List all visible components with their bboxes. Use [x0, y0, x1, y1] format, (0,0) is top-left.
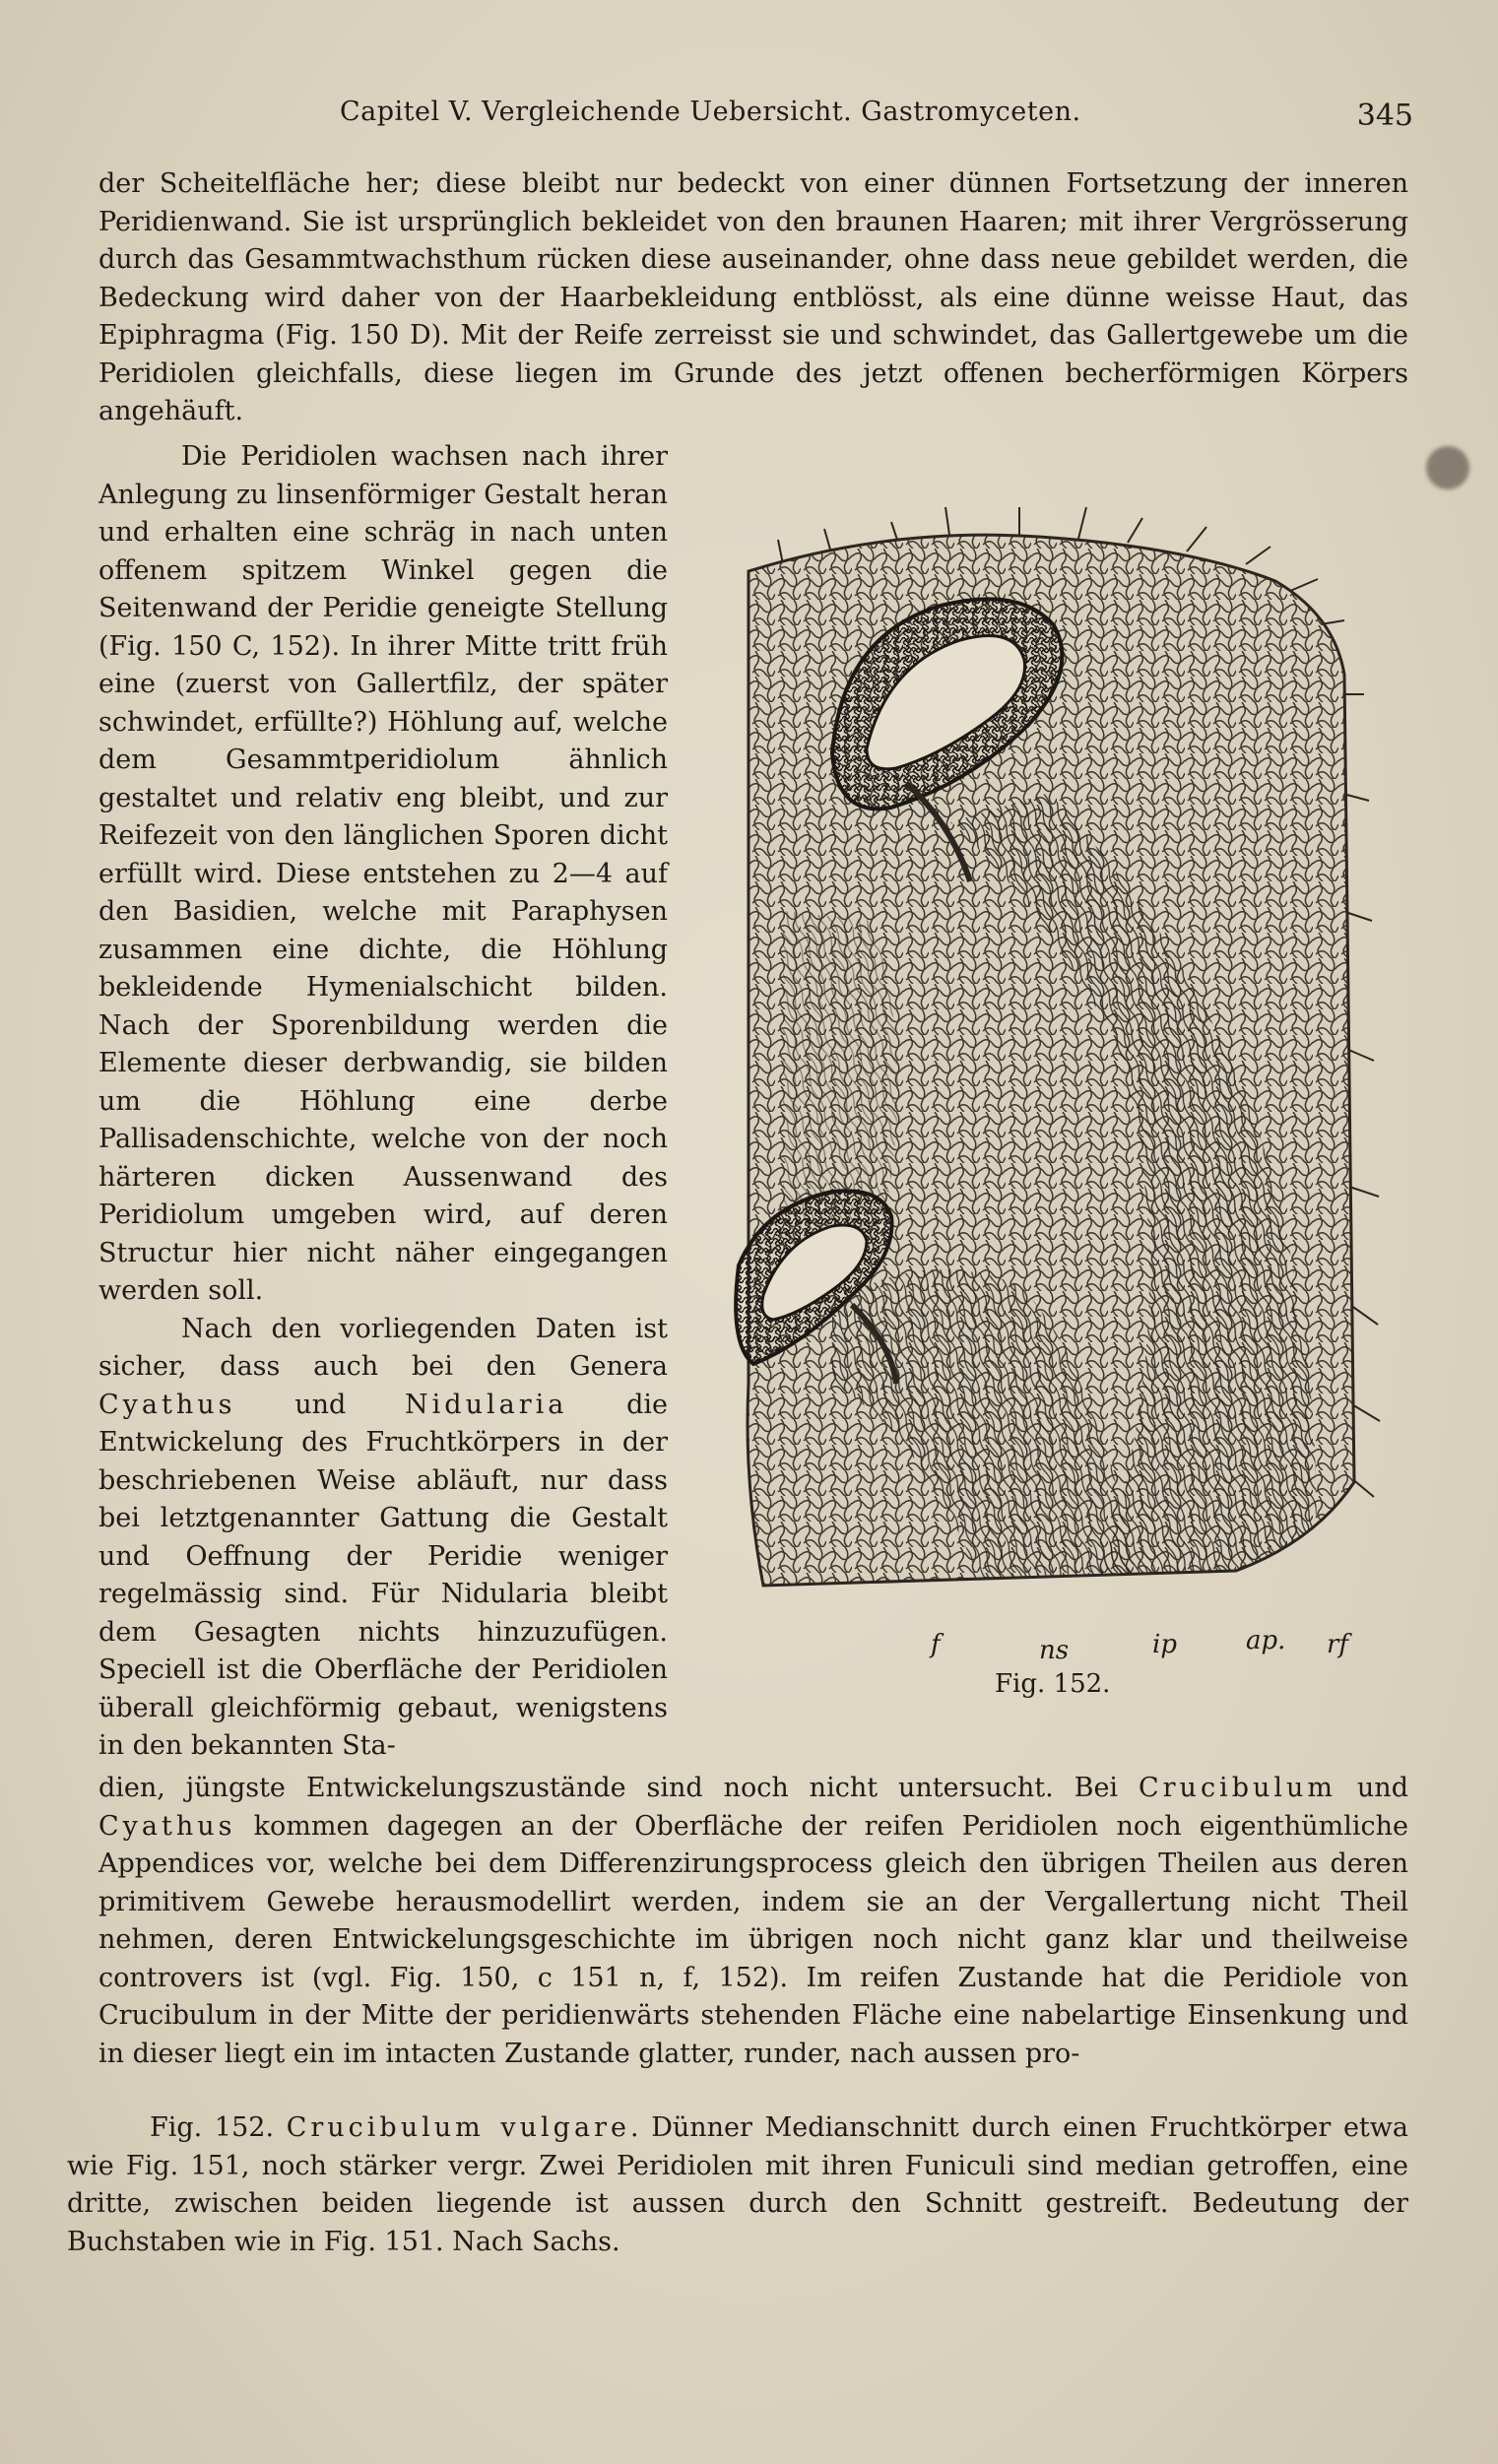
page-number: 345 [1356, 98, 1413, 133]
figure-letter-ip: ip [1152, 1630, 1177, 1659]
paragraph-appendices [98, 1770, 1408, 2073]
paragraph-genera [98, 1311, 668, 1766]
fruiting-body-section-illustration [724, 497, 1394, 1659]
ink-stain [1426, 446, 1469, 489]
text-run: und [1336, 1773, 1408, 1803]
body-text-left-column [98, 438, 668, 1766]
genus-name: Cyathus [98, 1810, 236, 1842]
figure-letter-ap: ap. [1246, 1626, 1286, 1655]
figure-letter-ns: ns [1039, 1636, 1070, 1665]
body-text-top [98, 165, 1408, 431]
figure-label: Fig. 152. [995, 1669, 1111, 1699]
text-run: kommen dagegen an der Oberfläche der reifen Peridiolen noch eigenthümliche Appendices vor, welche bei dem Differenzirungsprocess gleich den übrigen Theilen aus deren primitivem Gewebe herausmodellirt werden, indem sie an der Vergallertung nicht Theil nehmen, deren Entwickelungsgeschichte im übrigen noch nicht ganz klar und theilweise controvers ist (vgl. Fig. 150, c 151 n, f, 152). Im reifen Zustande hat die Peridiole von Crucibulum in der Mitte der peridienwärts stehenden Fläche eine nabelartige Einsenkung und in dieser liegt ein im intacten Zustande glatter, runder, nach aussen pro- [98, 1810, 1408, 2069]
caption-text: . Dünner Medianschnitt durch einen Fruchtkörper etwa wie Fig. 151, noch stärker vergr. Zwei Peridiolen mit ihren Funiculi sind median getroffen, eine dritte, zwischen beiden liegende ist aussen durch den Schnitt gestreift. Bedeutung der Buchstaben wie in Fig. 151. Nach Sachs. [67, 2112, 1408, 2257]
caption-ref: Fig. 152. [150, 2112, 287, 2143]
text-run: die Entwickelung des Fruchtkörpers in der beschriebenen Weise abläuft, nur dass bei letztgenannter Gattung die Gestalt und Oeffnung der Peridie weniger regelmässig sind. Für Nidularia bleibt dem Gesagten nichts hinzuzufügen. Speciell ist die Oberfläche der Peridiolen überall gleichförmig gebaut, wenigstens in den bekannten Sta- [98, 1389, 668, 1761]
paragraph-peridiolen: Die Peridiolen wachsen nach ihrer Anlegung zu linsenförmiger Gestalt heran und erhalten eine schräg in nach unten offenem spitzem Winkel gegen die Seitenwand der Peridie geneigte Stellung (Fig. 150 C, 152). In ihrer Mitte tritt früh eine (zuerst von Gallertfilz, der später schwindet, erfüllte?) Höhlung auf, welche dem Gesammtperidiolum ähnlich gestaltet und relativ eng bleibt, und zur Reifezeit von den länglichen Sporen dicht erfüllt wird. Diese entstehen zu 2—4 auf den Basidien, welche mit Paraphysen zusammen eine dichte, die Höhlung bekleidende Hymenialschicht bilden. Nach der Sporenbildung werden die Elemente dieser derbwandig, sie bilden um die Höhlung eine derbe Pallisadenschichte, welche von der noch härteren dicken Aussenwand des Peridiolum umgeben wird, auf deren Structur hier nicht näher eingegangen werden soll. [98, 441, 668, 1306]
caption-paragraph [67, 2109, 1408, 2261]
running-head: Capitel V. Vergleichende Uebersicht. Gastromyceten. [340, 97, 1081, 127]
text-run: Nach den vorliegenden Daten ist sicher, dass auch bei den Genera [98, 1313, 668, 1382]
text-run: und [235, 1389, 406, 1420]
figure-letter-f: f [931, 1630, 941, 1659]
genus-name: Crucibulum [1138, 1773, 1336, 1803]
figure-caption [67, 2109, 1408, 2261]
body-text-bottom [98, 1770, 1408, 2073]
page-header [340, 97, 1413, 146]
genus-name: Nidularia [405, 1389, 568, 1420]
text-run: dien, jüngste Entwickelungszustände sind noch nicht untersucht. Bei [98, 1773, 1139, 1803]
genus-name: Cyathus [98, 1389, 236, 1420]
figure-letter-rf: rf [1327, 1630, 1349, 1659]
species-name: Crucibulum vulgare [286, 2112, 630, 2143]
figure-152 [724, 497, 1394, 1699]
paragraph-epiphragma: der Scheitelfläche her; diese bleibt nur bedeckt von einer dünnen Fortsetzung der inneren Peridienwand. Sie ist ursprünglich bekleidet von den braunen Haaren; mit ihrer Vergrösserung durch das Gesammtwachsthum rücken diese auseinander, ohne dass neue gebildet werden, die Bedeckung wird daher von der Haarbekleidung entblösst, als eine dünne weisse Haut, das Epiphragma (Fig. 150 D). Mit der Reife zerreisst sie und schwindet, das Gallertgewebe um die Peridiolen gleichfalls, diese liegen im Grunde des jetzt offenen becherförmigen Körpers angehäuft. [98, 168, 1408, 426]
